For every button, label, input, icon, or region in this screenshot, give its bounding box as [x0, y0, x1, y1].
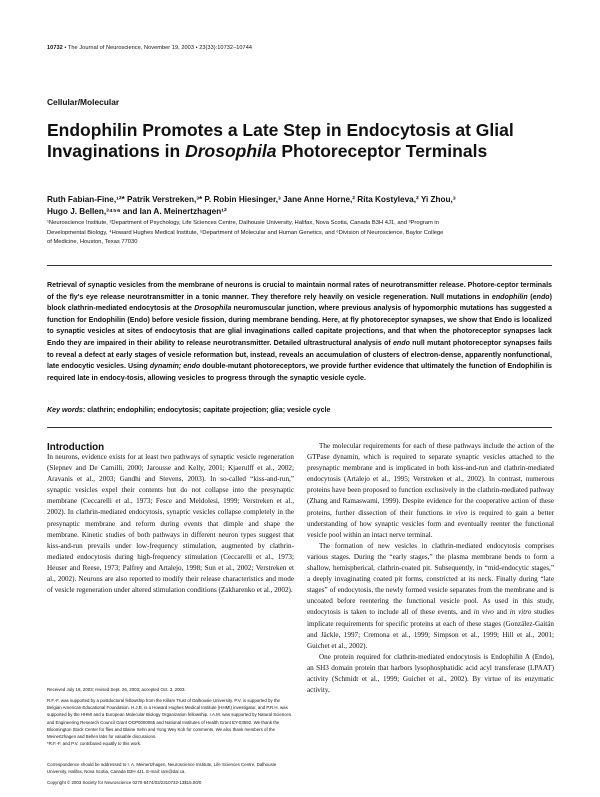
abstract-italic: endophilin — [491, 292, 528, 301]
footnote-copyright: Copyright © 2003 Society for Neuroscience 0270-6474/03/2310732-13$15.00/0 — [47, 780, 202, 785]
text: and — [493, 608, 510, 617]
introduction-heading: Introduction — [47, 442, 105, 453]
title-part-a: Invaginations in — [47, 141, 186, 161]
divider-bottom — [47, 427, 552, 428]
title-line-1: Endophilin Promotes a Late Step in Endocytosis at Glial — [47, 120, 514, 140]
title-part-c: Photoreceptor Terminals — [276, 141, 488, 161]
abstract-text: neuromuscular junction, where previous analysis of hypomorphic mutations has suggested a function for Endophilin (Endo) before vesicle fission, during membrane bending. Here, at fly photoreceptor synapses, we show that Endo is localized to synaptic vesicles at sites of endocytosis that are glial invaginations called capitate projections, and that when the photoreceptor synapses lack Endo they are impaired in their ability to release neurotransmitter. Detailed ultrastructural analysis of — [47, 304, 552, 347]
abstract-italic: endo — [392, 338, 410, 347]
text: studies implicate requirements for specific proteins at each of these stages (González-Gaitán and Jäckle, 1997; Cremona et al., 1999; Simpson et al., 1999; Hill et al., 2001; Guichet et al., 2002). — [307, 608, 554, 650]
italic-text: in vitro — [509, 608, 532, 617]
title-line-2 — [47, 141, 567, 162]
article-title — [47, 120, 567, 162]
keywords — [47, 406, 552, 414]
title-italic-drosophila: Drosophila — [185, 141, 277, 161]
italic-text: in vivo — [473, 608, 494, 617]
funding-text: R.F.-F. was supported by a postdoctoral fellowship from the Killam Trust of Dalhousie University. P.V. is supported by the Belgian American Educational Foundation. H.J.B. is a Howard Hughes Medical Institute (HHMI) investigator, and P.R.H. was supported by the HHMI and a European Molecular Biology Organization fellowship. I.A.M. was supported by Natural Sciences and Engineering Research Council Grant OGP0000065 and National Institutes of Health Grant EY-03592. We thank the Bloomington Stock Center for flies and Blaine Sehn and Yong Wey Koh for comments. We also thank members of the Meinertzhagen and Bellen labs for valuable discussions. — [47, 698, 292, 740]
abstract — [47, 280, 552, 384]
affiliation-line-1: ¹Neuroscience Institute, ²Department of Psychology, Life Sciences Centre, Dalhousie University, Halifax, Nova Scotia, Canada B3H 4J1, and ³Program in — [47, 220, 439, 226]
paragraph: In neurons, evidence exists for at least two pathways of synaptic vesicle regeneration (Slepnev and De Camilli, 2000; Jarousse and Kelly, 2001; Kjaerulff et al., 2002; Aravanis et al., 2003; Gandhi and Stevens, 2003). In so-called “kiss-and-run,” synaptic vesicles expel their contents but do not collapse into the presynaptic membrane (Ceccarelli et al., 1973; Fesce and Meldolesi, 1999; Verstreken et al., 2002). In clathrin-mediated endocytosis, synaptic vesicles collapse completely in the presynaptic membrane and reform during events that dimple and shape the membrane. Kinetic studies of both pathways in different neuron types suggest that kiss-and-run prevails under low-frequency stimulation, augmented by clathrin-mediated endocytosis during high-frequency stimulation (Ceccarelli et al., 1973; Heuser and Reese, 1973; Palfrey and Artalejo, 1998; Sun et al., 2002; Verstreken et al., 2002). Neurons are also reported to modify their release characteristics and mode of vesicle regeneration under altered stimulation conditions (Zakharenko et al., 2002). — [47, 453, 294, 595]
running-head — [47, 45, 252, 51]
abstract-text: ( — [527, 292, 533, 301]
page-number: 10732 — [47, 45, 63, 51]
abstract-italic: dynamin; endo — [149, 362, 201, 371]
authors-line-2: Hugo J. Bellen,³⁴⁵⁶ and Ian A. Meinertzhagen¹² — [47, 207, 227, 216]
right-column — [307, 441, 554, 696]
abstract-text: ) block clathrin-mediated endocytosis at the — [47, 292, 552, 313]
paragraph: One protein required for clathrin-mediated endocytosis is Endophilin A (Endo), an SH3 domain protein that harbors lysophosphatidic acid acyl transferase (LPAAT) activity (Schmidt et al., 1999; Guichet et al., 2002). By virtue of its enzymatic activity, — [307, 652, 554, 695]
italic-text: in vivo — [446, 508, 468, 517]
journal-citation: • The Journal of Neuroscience, November 19, 2003 • 23(33):10732–10744 — [62, 45, 253, 51]
authors-line-1: Ruth Fabian-Fine,¹²* Patrik Verstreken,³* P. Robin Hiesinger,³ Jane Anne Horne,² Rita Kostyleva,² Yi Zhou,³ — [47, 195, 456, 204]
divider-top — [47, 265, 552, 266]
paragraph — [307, 541, 554, 652]
paragraph — [307, 441, 554, 541]
footnote-funding — [47, 697, 294, 747]
affiliation-line-3: of Medicine, Houston, Texas 77030 — [47, 239, 138, 246]
abstract-text: Retrieval of synaptic vesicles from the membrane of neurons is crucial to maintain normal rates of neurotransmitter release. Photore-ceptor terminals of the fly's eye release neurotransmitter in a tonic manner. They therefore rely heavily on vesicle regeneration. Null mutations in — [47, 281, 552, 301]
affiliations — [47, 219, 567, 248]
author-list — [47, 194, 567, 218]
text: is required to gain a better understanding of how synaptic vesicles form and eventually reenter the functional vesicle pool within an intact nerve terminal. — [307, 508, 554, 539]
keywords-text: clathrin; endophilin; endocytosis; capitate projection; glia; vesicle cycle — [85, 406, 331, 414]
footnote-received: Received July 18, 2003; revised Sept. 26, 2003; accepted Oct. 3, 2003. — [47, 687, 186, 692]
text: The molecular requirements for each of these pathways include the action of the GTPase dynamin, which is required to separate synaptic vesicles attached to the presynaptic membrane and is implicated in both kiss-and-run and clathrin-mediated endocytosis (Artalejo et al., 1995; Verstreken et al., 2002). In contrast, numerous proteins have been proposed to function exclusively in the clathrin-mediated pathway (Zhang and Ramaswami, 1999). Despite evidence for the cooperative action of these proteins, further dissection of their functions — [307, 442, 554, 517]
abstract-text: double-mutant photoreceptors, we provide further evidence that ultimately the function of Endophilin is required late in endocy-tosis, allowing vesicles to progress through the synaptic vesicle cycle. — [47, 362, 552, 382]
equal-contribution-note: *R.F.-F. and P.V. contributed equally to this work. — [47, 741, 142, 747]
abstract-text: null mutant photoreceptor synapses fails to reveal a defect at early stages of vesicle reformation but, instead, reveals an accumulation of clusters of electron-dense, apparently nonfunctional, late endocytic vesicles. Using — [47, 338, 552, 371]
abstract-italic: Drosophila — [194, 304, 232, 313]
section-label: Cellular/Molecular — [47, 97, 120, 107]
footnote-correspondence: Correspondence should be addressed to I. A. Meinertzhagen, Neuroscience Institute, Life Sciences Centre, Dalhousie University, Halifax, Nova Scotia, Canada B3H 4J1. E-mail: iam@dal.ca. — [47, 762, 277, 775]
left-column — [47, 452, 294, 596]
affiliation-line-2: Developmental Biology, ⁴Howard Hughes Medical Institute, ⁵Department of Molecular and Human Genetics, and ⁶Division of Neuroscience, Baylor College — [47, 229, 444, 236]
keywords-label: Key words: — [47, 406, 86, 414]
text: The formation of new vesicles in clathrin-mediated endocytosis comprises various stages. During the “early stages,” the plasma membrane bends to form a shallow, hemispherical, clathrin-coated pit. Subsequently, in “mid-endocytic stages,” a deeply invaginating coated pit forms, constricted at its neck. Finally during “late stages” of endocytosis, the newly formed vesicle separates from the membrane and is uncoated before reentering the functional vesicle pool. As used in this study, endocytosis is taken to include all of these events, and — [307, 541, 554, 617]
abstract-italic: endo — [532, 292, 550, 301]
